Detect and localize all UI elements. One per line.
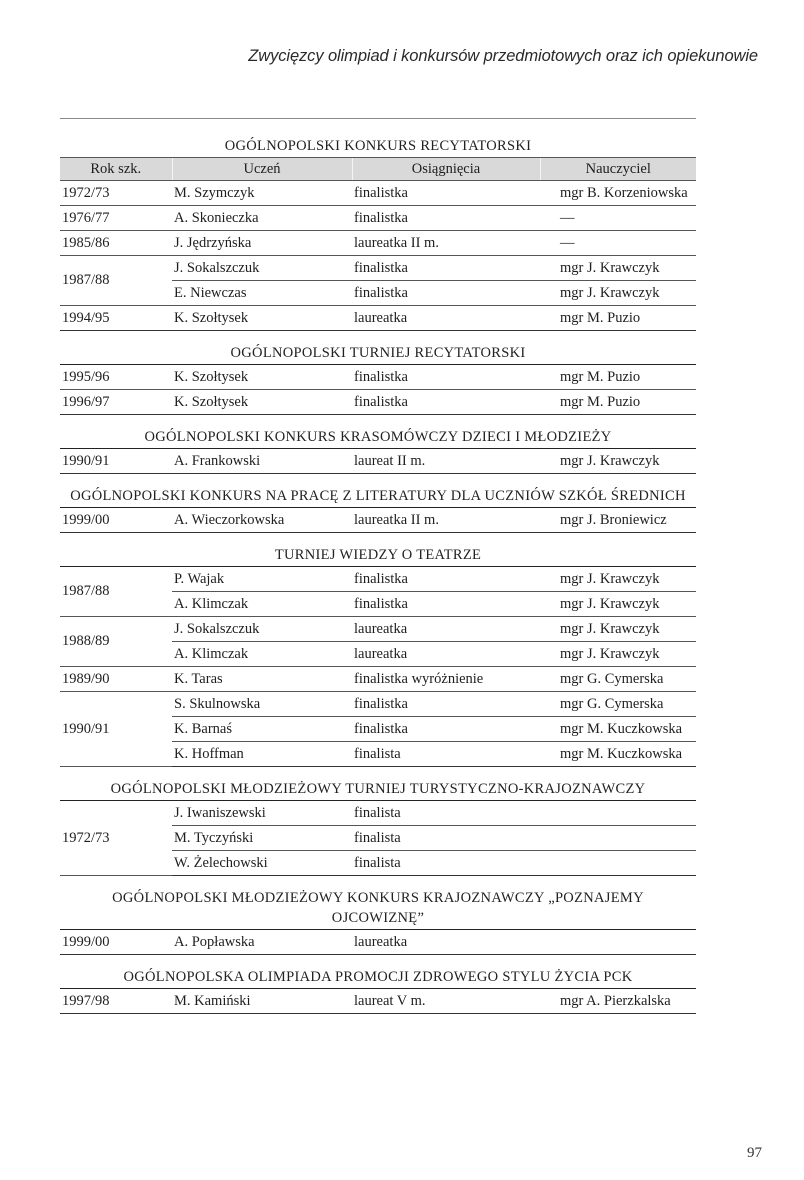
table-row	[60, 306, 696, 331]
section-title: OGÓLNOPOLSKI KONKURS RECYTATORSKI	[224, 138, 532, 154]
school-year-cell: 1996/97	[60, 390, 172, 415]
table-row	[60, 930, 696, 955]
competition-section	[60, 339, 696, 415]
achievement-cell: finalistka	[352, 365, 540, 390]
achievement-cell: laureatka	[352, 930, 540, 955]
table-row	[60, 449, 696, 474]
table-row	[60, 390, 696, 415]
achievement-cell: finalistka	[352, 692, 540, 717]
teacher-cell	[540, 930, 696, 955]
teacher-cell: mgr J. Krawczyk	[540, 592, 696, 617]
school-year-cell: 1997/98	[60, 989, 172, 1014]
column-header: Nauczyciel	[540, 158, 696, 181]
teacher-cell: mgr M. Puzio	[540, 365, 696, 390]
table-row	[60, 206, 696, 231]
teacher-cell: mgr J. Krawczyk	[540, 617, 696, 642]
achievement-cell: finalista	[352, 851, 540, 876]
section-title: OGÓLNOPOLSKI TURNIEJ RECYTATORSKI	[230, 345, 526, 361]
school-year-cell: 1987/88	[60, 256, 172, 306]
column-header: Uczeń	[172, 158, 352, 181]
table-row	[60, 667, 696, 692]
table-row	[60, 181, 696, 206]
section-title: OGÓLNOPOLSKI MŁODZIEŻOWY KONKURS KRAJOZNAWCZY „POZNAJEMY OJCOWIZNĘ”	[112, 890, 644, 926]
school-year-cell: 1976/77	[60, 206, 172, 231]
table-row	[60, 801, 696, 826]
student-cell: A. Frankowski	[172, 449, 352, 474]
school-year-cell: 1990/91	[60, 692, 172, 767]
achievement-cell: laureatka	[352, 617, 540, 642]
achievement-cell: finalista	[352, 801, 540, 826]
student-cell: A. Klimczak	[172, 592, 352, 617]
student-cell: A. Klimczak	[172, 642, 352, 667]
competition-section	[60, 423, 696, 474]
results-table	[60, 800, 696, 876]
competition-section	[60, 884, 696, 955]
student-cell: P. Wajak	[172, 567, 352, 592]
teacher-cell: mgr M. Puzio	[540, 390, 696, 415]
student-cell: A. Popławska	[172, 930, 352, 955]
student-cell: S. Skulnowska	[172, 692, 352, 717]
results-table	[60, 988, 696, 1014]
results-content	[60, 132, 696, 1022]
teacher-cell: mgr M. Puzio	[540, 306, 696, 331]
column-header: Rok szk.	[60, 158, 172, 181]
achievement-cell: finalistka	[352, 256, 540, 281]
student-cell: M. Tyczyński	[172, 826, 352, 851]
student-cell: K. Szołtysek	[172, 306, 352, 331]
student-cell: A. Skonieczka	[172, 206, 352, 231]
achievement-cell: finalistka	[352, 181, 540, 206]
school-year-cell: 1999/00	[60, 508, 172, 533]
teacher-cell	[540, 851, 696, 876]
school-year-cell: 1988/89	[60, 617, 172, 667]
achievement-cell: finalistka	[352, 390, 540, 415]
competition-section	[60, 963, 696, 1014]
school-year-cell: 1985/86	[60, 231, 172, 256]
teacher-cell: mgr J. Krawczyk	[540, 567, 696, 592]
school-year-cell: 1990/91	[60, 449, 172, 474]
teacher-cell: —	[540, 206, 696, 231]
header-rule	[60, 118, 696, 119]
student-cell: E. Niewczas	[172, 281, 352, 306]
student-cell: J. Sokalszczuk	[172, 617, 352, 642]
teacher-cell: mgr J. Broniewicz	[540, 508, 696, 533]
achievement-cell: finalistka	[352, 717, 540, 742]
achievement-cell: laureatka	[352, 642, 540, 667]
results-table	[60, 448, 696, 474]
student-cell: K. Taras	[172, 667, 352, 692]
results-table	[60, 507, 696, 533]
column-header: Osiągnięcia	[352, 158, 540, 181]
table-row	[60, 989, 696, 1014]
teacher-cell: mgr G. Cymerska	[540, 667, 696, 692]
student-cell: A. Wieczorkowska	[172, 508, 352, 533]
running-header: Zwycięzcy olimpiad i konkursów przedmiotowych oraz ich opiekunowie	[248, 47, 758, 65]
achievement-cell: finalistka	[352, 206, 540, 231]
table-row	[60, 567, 696, 592]
school-year-cell: 1994/95	[60, 306, 172, 331]
table-row	[60, 692, 696, 717]
achievement-cell: laureat V m.	[352, 989, 540, 1014]
achievement-cell: finalistka	[352, 567, 540, 592]
competition-section	[60, 775, 696, 876]
section-title: TURNIEJ WIEDZY O TEATRZE	[274, 547, 482, 563]
achievement-cell: finalistka wyróżnienie	[352, 667, 540, 692]
teacher-cell: mgr J. Krawczyk	[540, 256, 696, 281]
achievement-cell: laureatka II m.	[352, 508, 540, 533]
student-cell: K. Hoffman	[172, 742, 352, 767]
teacher-cell: mgr M. Kuczkowska	[540, 742, 696, 767]
page-number: 97	[747, 1145, 762, 1161]
student-cell: K. Szołtysek	[172, 390, 352, 415]
student-cell: K. Szołtysek	[172, 365, 352, 390]
teacher-cell: mgr G. Cymerska	[540, 692, 696, 717]
teacher-cell: —	[540, 231, 696, 256]
achievement-cell: laureatka II m.	[352, 231, 540, 256]
achievement-cell: finalista	[352, 742, 540, 767]
section-title: OGÓLNOPOLSKA OLIMPIADA PROMOCJI ZDROWEGO STYLU ŻYCIA PCK	[123, 969, 633, 985]
teacher-cell: mgr M. Kuczkowska	[540, 717, 696, 742]
results-table	[60, 566, 696, 767]
results-table	[60, 929, 696, 955]
teacher-cell: mgr J. Krawczyk	[540, 642, 696, 667]
table-row	[60, 231, 696, 256]
results-table	[60, 364, 696, 415]
teacher-cell: mgr J. Krawczyk	[540, 281, 696, 306]
teacher-cell: mgr J. Krawczyk	[540, 449, 696, 474]
achievement-cell: finalistka	[352, 281, 540, 306]
student-cell: J. Jędrzyńska	[172, 231, 352, 256]
school-year-cell: 1989/90	[60, 667, 172, 692]
student-cell: W. Żelechowski	[172, 851, 352, 876]
competition-section	[60, 541, 696, 767]
school-year-cell: 1987/88	[60, 567, 172, 617]
student-cell: J. Iwaniszewski	[172, 801, 352, 826]
teacher-cell	[540, 801, 696, 826]
section-title: OGÓLNOPOLSKI MŁODZIEŻOWY TURNIEJ TURYSTYCZNO-KRAJOZNAWCZY	[110, 781, 646, 797]
student-cell: K. Barnaś	[172, 717, 352, 742]
achievement-cell: laureat II m.	[352, 449, 540, 474]
results-table	[60, 157, 696, 331]
school-year-cell: 1999/00	[60, 930, 172, 955]
student-cell: J. Sokalszczuk	[172, 256, 352, 281]
student-cell: M. Kamiński	[172, 989, 352, 1014]
teacher-cell: mgr B. Korzeniowska	[540, 181, 696, 206]
teacher-cell: mgr A. Pierzkalska	[540, 989, 696, 1014]
section-title: OGÓLNOPOLSKI KONKURS NA PRACĘ Z LITERATURY DLA UCZNIÓW SZKÓŁ ŚREDNICH	[70, 488, 686, 504]
table-row	[60, 256, 696, 281]
teacher-cell	[540, 826, 696, 851]
table-row	[60, 365, 696, 390]
table-row	[60, 617, 696, 642]
school-year-cell: 1972/73	[60, 801, 172, 876]
school-year-cell: 1995/96	[60, 365, 172, 390]
table-header-row	[60, 158, 696, 181]
student-cell: M. Szymczyk	[172, 181, 352, 206]
table-row	[60, 508, 696, 533]
school-year-cell: 1972/73	[60, 181, 172, 206]
achievement-cell: finalistka	[352, 592, 540, 617]
achievement-cell: finalista	[352, 826, 540, 851]
section-title: OGÓLNOPOLSKI KONKURS KRASOMÓWCZY DZIECI I MŁODZIEŻY	[144, 429, 612, 445]
achievement-cell: laureatka	[352, 306, 540, 331]
competition-section	[60, 482, 696, 533]
competition-section	[60, 132, 696, 331]
